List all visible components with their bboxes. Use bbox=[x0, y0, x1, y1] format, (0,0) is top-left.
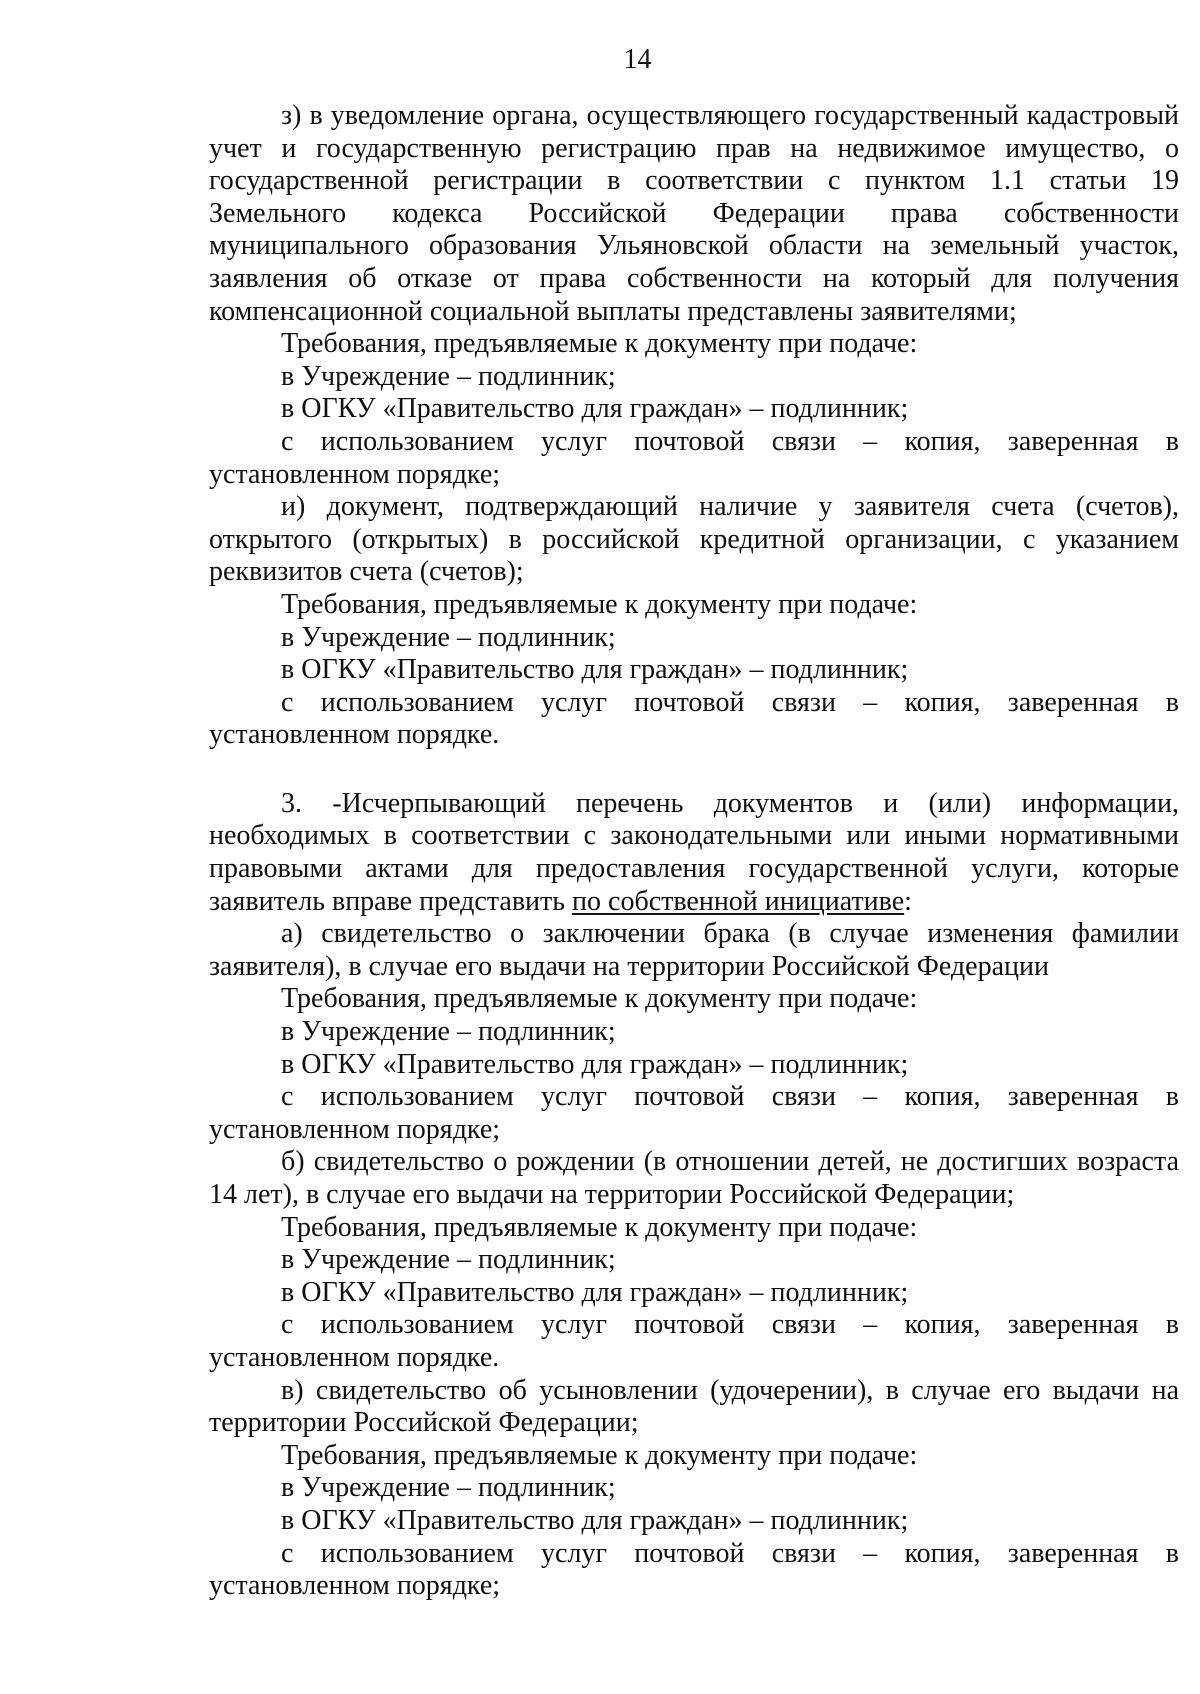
requirement-postal-end: установленном порядке. bbox=[209, 719, 500, 751]
requirement-postal-end: установленном порядке; bbox=[209, 1570, 501, 1602]
section-3-intro bbox=[209, 788, 1179, 918]
requirements-heading: Требования, предъявляемые к документу при подаче: bbox=[281, 983, 918, 1015]
requirement-postal: с использованием услуг почтовой связи – копия, заверенная в bbox=[281, 1081, 1179, 1113]
requirement-institution: в Учреждение – подлинник; bbox=[281, 360, 616, 392]
paragraph-item-z: з) в уведомление органа, осуществляющего государственный кадастровый учет и государственную регистрацию прав на недвижимое имущество, о государственной регистрации в соответствии с пунктом 1.1 статьи 19 Земельного кодекса Российской Федерации права собственности муниципального образования Ульяновской области на земельный участок, заявления об отказе от права собственности на который для получения компенсационной социальной выплаты представлены заявителями; bbox=[209, 100, 1179, 327]
requirement-postal: с использованием услуг почтовой связи – копия, заверенная в bbox=[281, 425, 1179, 457]
requirement-postal-end: установленном порядке; bbox=[209, 1113, 501, 1145]
requirement-postal-end: установленном порядке. bbox=[209, 1341, 500, 1373]
requirement-ogku: в ОГКУ «Правительство для граждан» – подлинник; bbox=[281, 393, 909, 425]
requirements-heading: Требования, предъявляемые к документу при подаче: bbox=[281, 1439, 918, 1471]
document-body bbox=[209, 100, 1179, 1603]
requirements-heading: Требования, предъявляемые к документу при подаче: bbox=[281, 1211, 918, 1243]
paragraph-item-a: а) свидетельство о заключении брака (в случае изменения фамилии заявителя), в случае его выдачи на территории Российской Федерации bbox=[209, 918, 1179, 982]
paragraph-item-v: в) свидетельство об усыновлении (удочерении), в случае его выдачи на территории Российской Федерации; bbox=[209, 1374, 1179, 1439]
requirement-institution: в Учреждение – подлинник; bbox=[281, 1016, 616, 1048]
requirement-ogku: в ОГКУ «Правительство для граждан» – подлинник; bbox=[281, 1504, 909, 1536]
paragraph-item-i: и) документ, подтверждающий наличие у заявителя счета (счетов), открытого (открытых) в российской кредитной организации, с указанием реквизитов счета (счетов); bbox=[209, 491, 1179, 588]
requirements-heading: Требования, предъявляемые к документу при подаче: bbox=[281, 328, 918, 360]
requirement-ogku: в ОГКУ «Правительство для граждан» – подлинник; bbox=[281, 1048, 909, 1080]
requirement-postal: с использованием услуг почтовой связи – копия, заверенная в bbox=[281, 1309, 1179, 1341]
section-3-underlined: по собственной инициативе bbox=[572, 885, 905, 917]
section-3-colon: : bbox=[904, 885, 912, 917]
requirement-institution: в Учреждение – подлинник; bbox=[281, 621, 616, 653]
section-gap bbox=[209, 752, 1179, 788]
requirement-ogku: в ОГКУ «Правительство для граждан» – подлинник; bbox=[281, 1276, 909, 1308]
requirement-ogku: в ОГКУ «Правительство для граждан» – подлинник; bbox=[281, 654, 909, 686]
requirement-institution: в Учреждение – подлинник; bbox=[281, 1244, 616, 1276]
requirement-institution: в Учреждение – подлинник; bbox=[281, 1472, 616, 1504]
requirement-postal-end: установленном порядке; bbox=[209, 458, 501, 490]
page-number: 14 bbox=[623, 44, 652, 75]
section-3-text: 3. -Исчерпывающий перечень документов и (или) информации, необходимых в соответствии с законодательными или иными нормативными правовыми актами для предоставления государственной услуги, которые заявитель вправе представить bbox=[209, 787, 1179, 917]
requirement-postal: с использованием услуг почтовой связи – копия, заверенная в bbox=[281, 686, 1179, 718]
paragraph-item-b: б) свидетельство о рождении (в отношении детей, не достигших возраста 14 лет), в случае его выдачи на территории Российской Федерации; bbox=[209, 1146, 1179, 1210]
requirements-heading: Требования, предъявляемые к документу при подаче: bbox=[281, 588, 918, 620]
requirement-postal: с использованием услуг почтовой связи – копия, заверенная в bbox=[281, 1537, 1179, 1569]
